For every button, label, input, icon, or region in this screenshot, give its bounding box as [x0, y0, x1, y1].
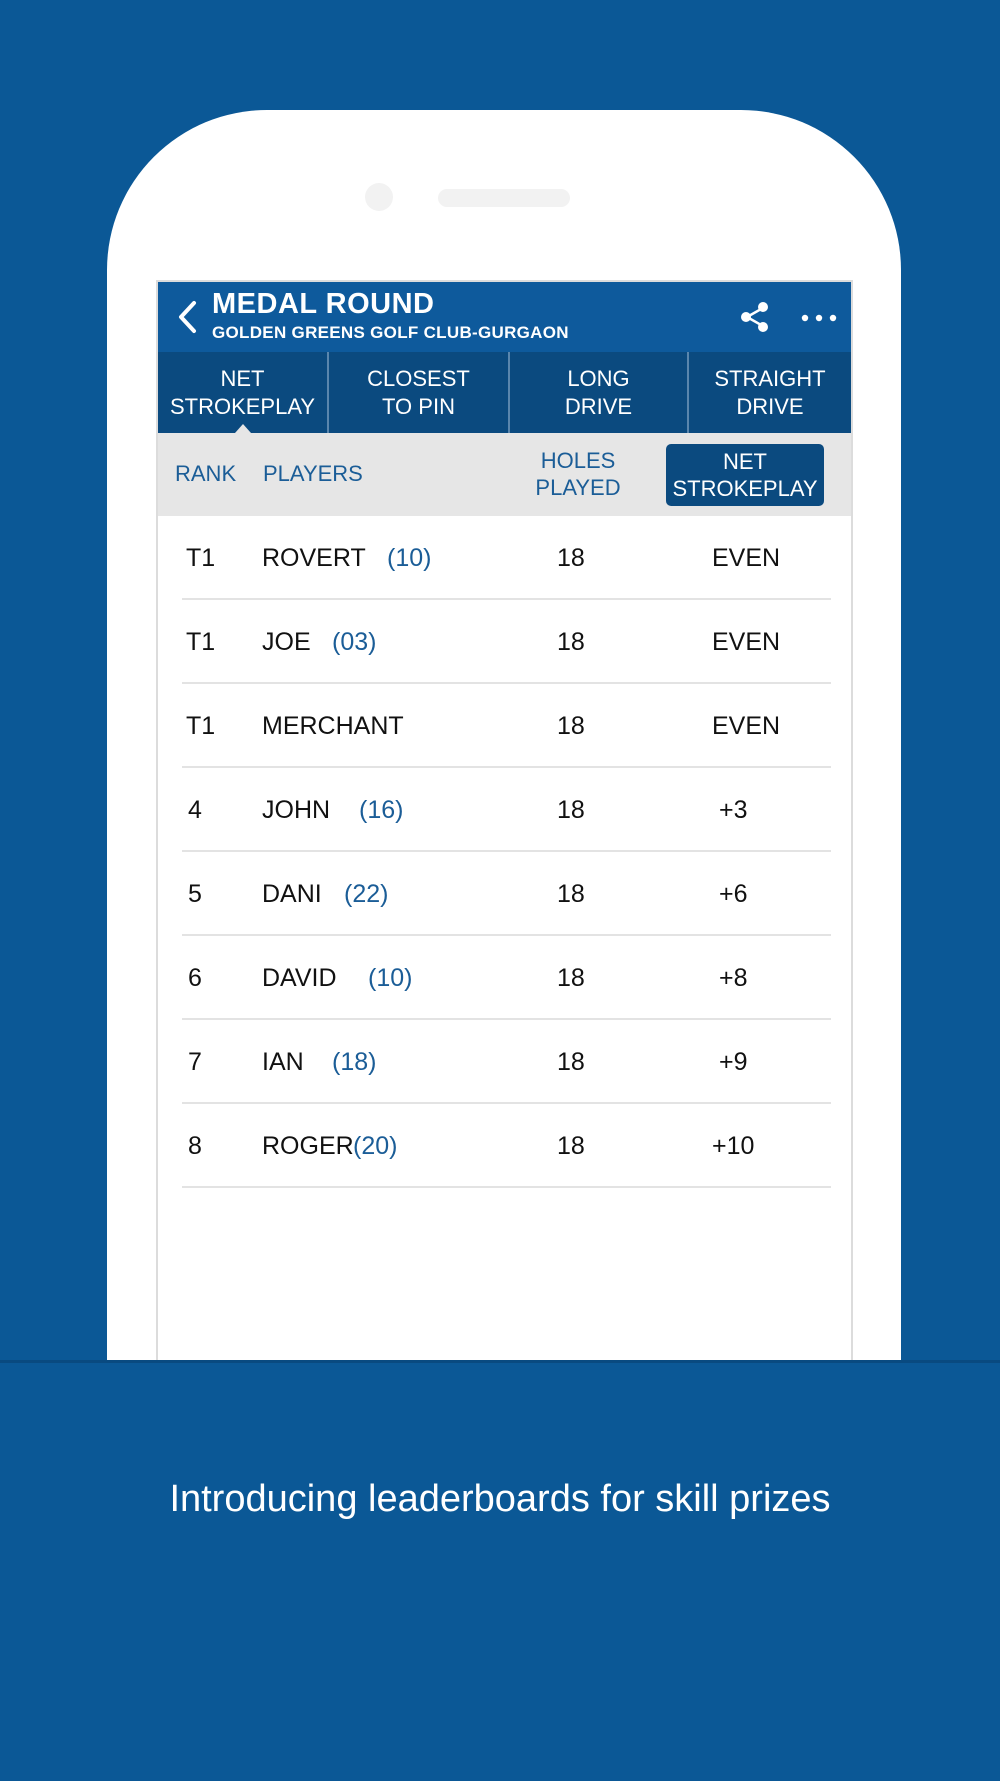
- phone-camera: [365, 183, 393, 211]
- holes-played-cell: 18: [557, 712, 585, 740]
- share-icon[interactable]: [738, 300, 772, 334]
- rank-cell: 5: [188, 880, 202, 908]
- player-name: JOHN: [262, 796, 331, 824]
- player-handicap: (16): [359, 796, 404, 824]
- holes-played-cell: 18: [557, 1048, 585, 1076]
- rank-cell: 7: [188, 1048, 202, 1076]
- back-icon[interactable]: [176, 299, 198, 335]
- tab-straight-drive[interactable]: [689, 352, 851, 433]
- net-score-cell: +9: [719, 1048, 748, 1076]
- tab-label-line2: STROKEPLAY: [169, 393, 316, 419]
- phone-frame: [107, 110, 901, 1360]
- app-screen: [156, 280, 853, 1360]
- player-handicap: (10): [387, 544, 432, 572]
- player-handicap: (10): [368, 964, 413, 992]
- net-score-cell: EVEN: [712, 628, 781, 656]
- player-handicap: (18): [332, 1048, 377, 1076]
- tab-label-line2: TO PIN: [382, 393, 455, 419]
- page-subtitle: GOLDEN GREENS GOLF CLUB-GURGAON: [212, 323, 569, 342]
- player-handicap: (03): [332, 628, 377, 656]
- player-name: IAN: [262, 1048, 304, 1076]
- leaderboard-row[interactable]: [182, 768, 831, 852]
- holes-header-line1: HOLES: [540, 448, 616, 473]
- net-score-cell: +10: [712, 1132, 755, 1160]
- rank-column-header: RANK: [175, 461, 237, 486]
- leaderboard-row[interactable]: [182, 936, 831, 1020]
- column-headers: [158, 433, 851, 516]
- net-strokeplay-column-header[interactable]: [666, 444, 824, 506]
- tab-closest-to-pin[interactable]: [329, 352, 510, 433]
- net-score-cell: +3: [719, 796, 748, 824]
- more-icon[interactable]: [799, 304, 839, 332]
- page-title: MEDAL ROUND: [212, 288, 435, 320]
- leaderboard-row[interactable]: [182, 1020, 831, 1104]
- active-tab-indicator: [235, 424, 251, 433]
- tab-label-line1: CLOSEST: [367, 365, 470, 391]
- holes-played-cell: 18: [557, 544, 585, 572]
- leaderboard-row[interactable]: [182, 684, 831, 768]
- rank-cell: 4: [188, 796, 202, 824]
- rank-cell: T1: [186, 544, 216, 572]
- app-bar: [158, 282, 851, 352]
- rank-cell: 6: [188, 964, 202, 992]
- player-name: DAVID: [262, 964, 337, 992]
- rank-cell: T1: [186, 628, 216, 656]
- player-name: ROGER: [262, 1132, 354, 1160]
- player-name: ROVERT: [262, 544, 366, 572]
- player-handicap: (20): [353, 1132, 398, 1160]
- holes-played-cell: 18: [557, 1132, 585, 1160]
- net-score-cell: EVEN: [712, 712, 781, 740]
- player-name: MERCHANT: [262, 712, 404, 740]
- tab-net-strokeplay[interactable]: [158, 352, 329, 433]
- phone-speaker: [438, 189, 570, 207]
- leaderboard-row[interactable]: [182, 516, 831, 600]
- holes-played-cell: 18: [557, 796, 585, 824]
- leaderboard-row[interactable]: [182, 852, 831, 936]
- leaderboard-row[interactable]: [182, 600, 831, 684]
- caption-text: Introducing leaderboards for skill prizes: [169, 1478, 831, 1520]
- net-score-cell: +6: [719, 880, 748, 908]
- tab-label-line2: DRIVE: [736, 393, 804, 419]
- tab-label-line2: DRIVE: [564, 393, 633, 419]
- tab-label-line1: LONG: [567, 365, 630, 391]
- holes-played-cell: 18: [557, 628, 585, 656]
- leaderboard-tabs: [158, 352, 851, 433]
- rank-cell: T1: [186, 712, 216, 740]
- player-name: JOE: [262, 628, 311, 656]
- holes-header-line2: PLAYED: [535, 475, 621, 500]
- holes-played-cell: 18: [557, 964, 585, 992]
- score-header-line1: NET: [723, 449, 767, 474]
- caption-panel: [0, 1360, 1000, 1781]
- player-name: DANI: [262, 880, 322, 908]
- tab-label-line1: NET: [220, 365, 265, 391]
- net-score-cell: +8: [719, 964, 748, 992]
- score-header-line2: STROKEPLAY: [672, 476, 818, 501]
- player-handicap: (22): [344, 880, 389, 908]
- holes-played-column-header: [528, 447, 628, 501]
- players-column-header: PLAYERS: [263, 461, 363, 486]
- tab-long-drive[interactable]: [510, 352, 689, 433]
- holes-played-cell: 18: [557, 880, 585, 908]
- tab-label-line1: STRAIGHT: [714, 365, 826, 391]
- leaderboard-row[interactable]: [182, 1104, 831, 1188]
- net-score-cell: EVEN: [712, 544, 781, 572]
- rank-cell: 8: [188, 1132, 202, 1160]
